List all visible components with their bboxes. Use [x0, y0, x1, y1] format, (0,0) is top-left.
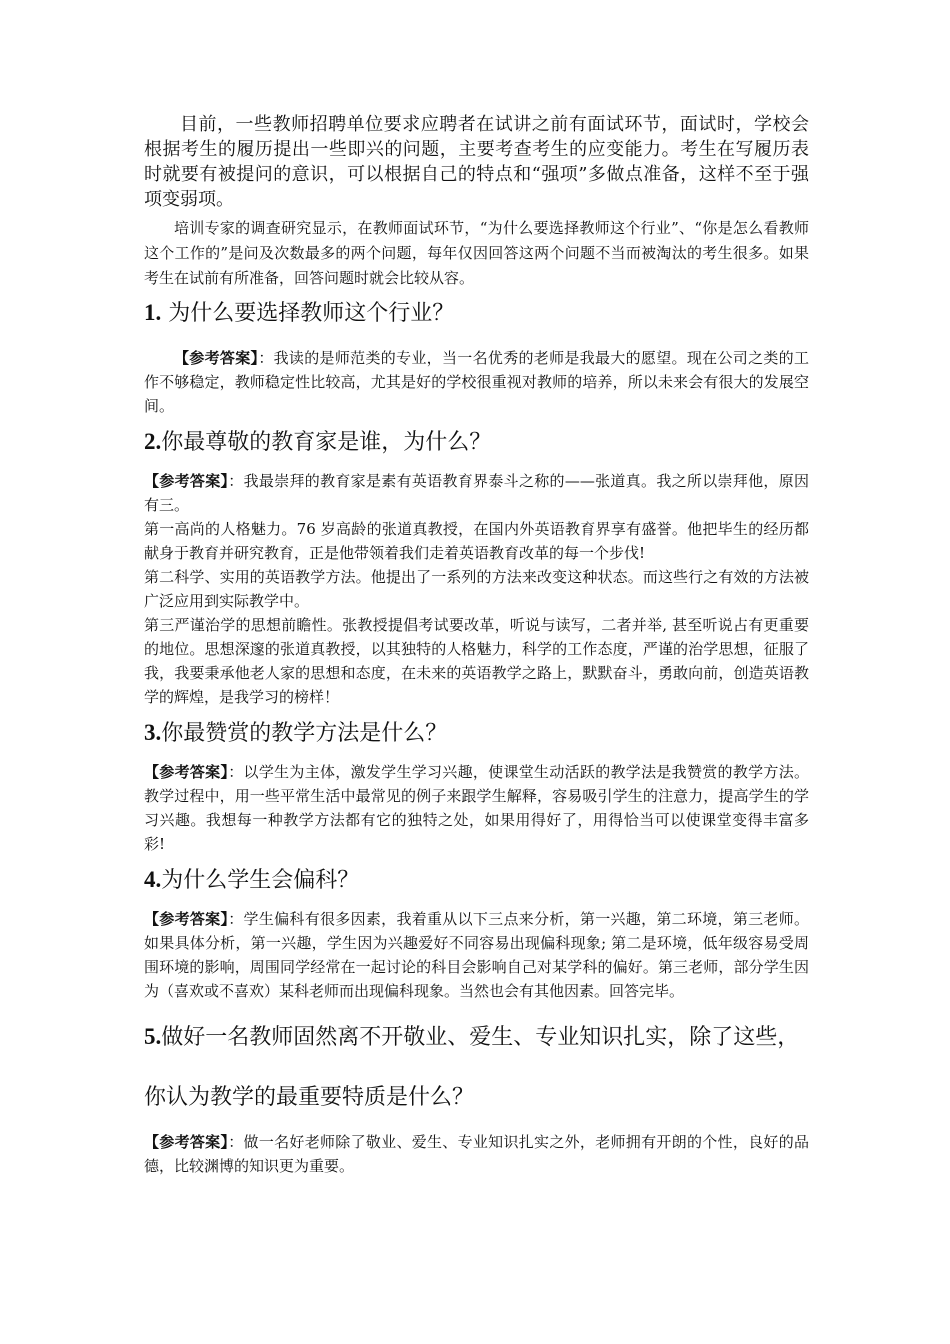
answer-5-text: ：做一名好老师除了敬业、爱生、专业知识扎实之外，老师拥有开朗的个性，良好的品德，比较渊博的知识更为重要。 — [144, 1133, 809, 1175]
answer-2 — [144, 469, 809, 517]
question-1-number: 1. — [144, 300, 162, 325]
answer-3-tag: 【参考答案】 — [144, 763, 229, 781]
answer-4-tag: 【参考答案】 — [144, 910, 229, 928]
answer-1 — [144, 346, 809, 418]
answer-5 — [144, 1130, 809, 1178]
answer-1-tag: 【参考答案】 — [174, 349, 259, 367]
intro-paragraph-1: 目前，一些教师招聘单位要求应聘者在试讲之前有面试环节，面试时，学校会根据考生的履历提出一些即兴的问题，主要考查考生的应变能力。考生在写履历表时就要有被提问的意识，可以根据自己的特点和“强项”多做点准备，这样不至于强项变弱项。 — [144, 114, 809, 210]
question-1-heading — [144, 297, 809, 330]
answer-2-point-2: 第二科学、实用的英语教学方法。他提出了一系列的方法来改变这种状态。而这些行之有效的方法被广泛应用到实际教学中。 — [144, 568, 809, 610]
answer-3-text: ：以学生为主体，激发学生学习兴趣，使课堂生动活跃的教学法是我赞赏的教学方法。教学过程中，用一些平常生活中最常见的例子来跟学生解释，容易吸引学生的注意力，提高学生的学习兴趣。我想每一种教学方法都有它的独特之处，如果用得好了，用得恰当可以使课堂变得丰富多彩! — [144, 763, 809, 853]
question-2-heading — [144, 426, 809, 459]
question-4-text: 为什么学生会偏科？ — [161, 868, 360, 893]
intro-paragraph-2: 培训专家的调查研究显示，在教师面试环节，“为什么要选择教师这个行业”、“你是怎么看教师这个工作的”是问及次数最多的两个问题，每年仅因回答这两个问题不当而被淘汰的考生很多。如果考生在试前有所准备，回答问题时就会比较从容。 — [144, 219, 809, 287]
question-4-heading — [144, 864, 809, 897]
answer-1-text: ：我读的是师范类的专业，当一名优秀的老师是我最大的愿望。现在公司之类的工作不够稳定，教师稳定性比较高，尤其是好的学校很重视对教师的培养，所以未来会有很大的发展空间。 — [144, 349, 809, 415]
answer-2-text: ：我最崇拜的教育家是素有英语教育界泰斗之称的——张道真。我之所以崇拜他，原因有三。 — [144, 472, 809, 514]
question-3-text: 你最赞赏的教学方法是什么？ — [161, 721, 448, 746]
question-5-heading — [144, 1007, 809, 1128]
answer-4-text: ：学生偏科有很多因素，我着重从以下三点来分析，第一兴趣，第二环境，第三老师。如果具体分析，第一兴趣，学生因为兴趣爱好不同容易出现偏科现象; 第二是环境，低年级容易受周围环境的影响，周围同学经常在一起讨论的科目会影响自己对某学科的偏好。第三老师，部分学生因为（喜欢或不喜欢）某科老师而出现偏科现象。当然也会有其他因素。回答完毕。 — [144, 910, 809, 1000]
question-3-number: 3. — [144, 720, 162, 745]
question-2-number: 2. — [144, 429, 162, 454]
answer-2-point-1: 第一高尚的人格魅力。76 岁高龄的张道真教授，在国内外英语教育界享有盛誉。他把毕生的经历都献身于教育并研究教育，正是他带领着我们走着英语教育改革的每一个步伐! — [144, 520, 809, 562]
question-1-text: 为什么要选择教师这个行业？ — [161, 301, 455, 326]
question-3-heading — [144, 717, 809, 750]
question-4-number: 4. — [144, 867, 162, 892]
answer-5-tag: 【参考答案】 — [144, 1133, 229, 1151]
question-5-number: 5. — [144, 1024, 162, 1049]
document-body — [144, 112, 809, 1178]
answer-2-tag: 【参考答案】 — [144, 472, 229, 490]
question-2-text: 你最尊敬的教育家是谁，为什么？ — [161, 430, 492, 455]
question-5-text: 做好一名教师固然离不开敬业、爱生、专业知识扎实，除了这些，你认为教学的最重要特质是什么？ — [144, 1025, 800, 1110]
answer-3 — [144, 760, 809, 856]
answer-2-point-3: 第三严谨治学的思想前瞻性。张教授提倡考试要改革，听说与读写，二者并举, 甚至听说占有更重要的地位。思想深邃的张道真教授，以其独特的人格魅力，科学的工作态度，严谨的治学思想，征服了我，我要秉承他老人家的思想和态度，在未来的英语教学之路上，默默奋斗，勇敢向前，创造英语教学的辉煌，是我学习的榜样！ — [144, 616, 809, 706]
answer-4 — [144, 907, 809, 1003]
